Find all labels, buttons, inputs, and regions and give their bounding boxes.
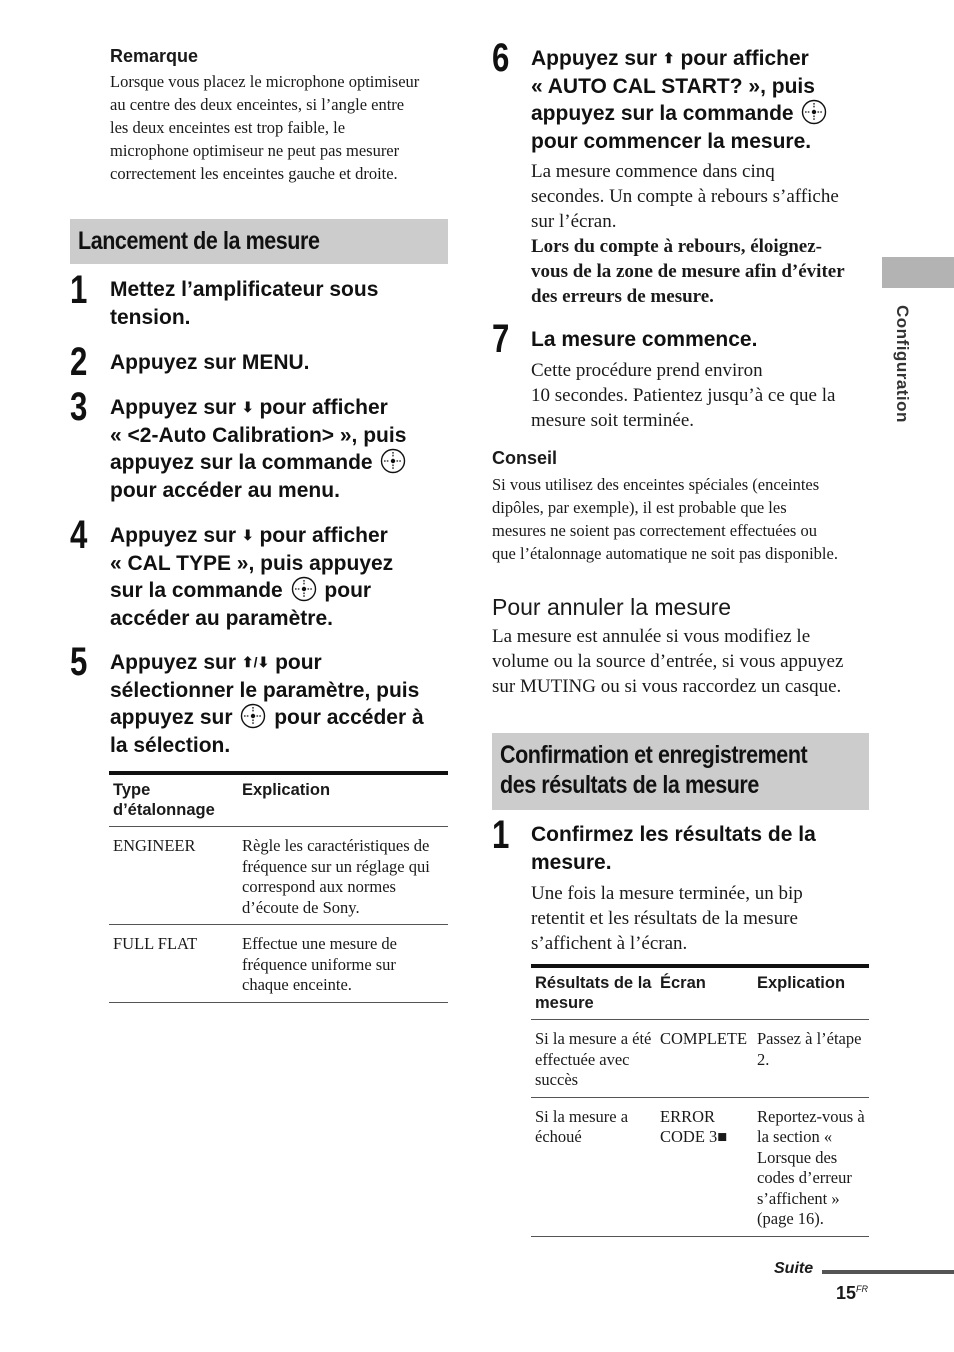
- cancel-body: [492, 624, 877, 699]
- body-line: mesures ne soient pas correctement effectuées ou: [492, 521, 817, 540]
- table-header: Type d’étalonnage: [109, 773, 238, 827]
- section-heading-confirm-text: [500, 740, 807, 800]
- table-cell: FULL FLAT: [109, 925, 238, 1003]
- table-cell: Si la mesure a échoué: [531, 1097, 656, 1236]
- body-line: vous de la zone de mesure afin d’éviter: [531, 261, 845, 282]
- table-row: [531, 1097, 869, 1236]
- step-line: pour commencer la mesure.: [531, 129, 812, 153]
- body-line: s’affichent à l’écran.: [531, 933, 688, 954]
- body-line: dipôles, par exemple), il est probable que les: [492, 498, 787, 517]
- side-section-label: Configuration: [893, 305, 912, 423]
- table-cell: Si la mesure a été effectuée avec succès: [531, 1020, 656, 1098]
- step-7-body: [531, 358, 876, 433]
- heading-line: Confirmation et enregistrement: [500, 741, 808, 769]
- remark-line: au centre des deux enceintes, si l’angle entre: [110, 95, 405, 114]
- step-line: [110, 522, 455, 550]
- enter-button-icon: [801, 99, 827, 125]
- confirm-step-1-text: [531, 821, 876, 876]
- table-cell: ERROR CODE 3■: [656, 1097, 753, 1236]
- step-line: tension.: [110, 305, 191, 329]
- step-line: [110, 449, 455, 477]
- confirm-body: [531, 881, 876, 956]
- heading-line: des résultats de la mesure: [500, 771, 759, 799]
- table-header-row: [109, 773, 448, 827]
- step-number: 1: [492, 813, 510, 857]
- step-text-part: pour: [324, 579, 372, 602]
- step-line: accéder au paramètre.: [110, 606, 333, 630]
- step-line: [110, 394, 455, 422]
- step-5-text: [110, 649, 455, 759]
- body-line: 10 secondes. Patientez jusqu’à ce que la: [531, 385, 836, 406]
- body-line: retentit et les résultats de la mesure: [531, 908, 798, 929]
- step-line: [110, 577, 455, 605]
- step-text-part: appuyez sur: [110, 706, 233, 729]
- table-cell: COMPLETE: [656, 1020, 753, 1098]
- tip-body: [492, 473, 877, 565]
- remark-line: correctement les enceintes gauche et droite.: [110, 164, 398, 183]
- step-number: 6: [492, 36, 510, 80]
- remark-title: Remarque: [110, 46, 199, 66]
- table-header: Résultats de la mesure: [531, 966, 656, 1020]
- step-text-part: Appuyez sur: [110, 396, 237, 419]
- body-line: volume ou la source d’entrée, si vous appuyez: [492, 651, 844, 672]
- step-text-part: pour afficher: [259, 396, 388, 419]
- body-line: des erreurs de mesure.: [531, 286, 714, 307]
- step-2-text: [110, 349, 450, 377]
- continued-label: Suite: [774, 1260, 814, 1277]
- step-number: 7: [492, 317, 510, 361]
- table-row: [109, 827, 448, 925]
- step-number: 2: [70, 340, 88, 384]
- section-heading-launch: [70, 219, 448, 264]
- step-text-part: Appuyez sur: [110, 524, 237, 547]
- cancel-title: Pour annuler la mesure: [492, 594, 732, 620]
- step-text-part: pour afficher: [680, 47, 809, 70]
- step-line: Confirmez les résultats de la: [531, 823, 816, 846]
- step-6-body: [531, 159, 876, 309]
- step-line: la sélection.: [110, 733, 231, 757]
- step-line: pour accéder au menu.: [110, 478, 340, 502]
- body-line: mesure soit terminée.: [531, 410, 695, 431]
- body-line: La mesure commence dans cinq: [531, 161, 775, 182]
- remark-line: Lorsque vous placez le microphone optimiseur: [110, 72, 420, 91]
- step-text-part: sur la commande: [110, 579, 283, 602]
- enter-button-icon: [291, 576, 317, 602]
- continued-rule: [822, 1270, 954, 1274]
- results-table: [531, 964, 869, 1237]
- step-line: [531, 100, 876, 128]
- step-number: 4: [70, 513, 88, 557]
- step-text-part: pour: [275, 651, 322, 674]
- step-line: [110, 704, 455, 732]
- tip-title: Conseil: [492, 448, 558, 468]
- table-cell: Effectue une mesure de fréquence uniforme sur chaque enceinte.: [238, 925, 448, 1003]
- body-line: que l’étalonnage automatique ne soit pas disponible.: [492, 544, 838, 563]
- step-line: [531, 45, 876, 73]
- table-header: Explication: [238, 773, 448, 827]
- step-line: « <2-Auto Calibration> », puis: [110, 423, 407, 447]
- page-number: [836, 1283, 868, 1304]
- section-heading-confirm: [492, 733, 869, 810]
- table-header: Écran: [656, 966, 753, 1020]
- step-line: [110, 649, 455, 677]
- step-line: Appuyez sur MENU.: [110, 351, 310, 374]
- calibration-type-table: [109, 771, 448, 1003]
- body-line: Si vous utilisez des enceintes spéciales (enceintes: [492, 475, 820, 494]
- step-text-part: pour afficher: [259, 524, 388, 547]
- body-line: Lors du compte à rebours, éloignez-: [531, 236, 822, 257]
- table-cell: Passez à l’étape 2.: [753, 1020, 869, 1098]
- body-line: secondes. Un compte à rebours s’affiche: [531, 186, 839, 207]
- page-number-value: 15: [836, 1283, 857, 1303]
- enter-button-icon: [240, 703, 266, 729]
- step-3-text: [110, 394, 455, 504]
- body-line: sur MUTING ou si vous raccordez un casque.: [492, 676, 842, 697]
- step-6-text: [531, 45, 876, 155]
- body-line: La mesure est annulée si vous modifiez le: [492, 626, 811, 647]
- step-text-part: Appuyez sur: [110, 651, 237, 674]
- step-line: mesure.: [531, 850, 612, 874]
- up-down-arrow-icon: ⬆/⬇: [241, 654, 270, 670]
- step-text-part: Appuyez sur: [531, 47, 658, 70]
- enter-button-icon: [380, 448, 406, 474]
- section-heading-launch-text: Lancement de la mesure: [78, 227, 320, 255]
- step-line: « CAL TYPE », puis appuyez: [110, 551, 394, 575]
- table-cell: Reportez-vous à la section « Lorsque des codes d’erreur s’affichent » (page 16).: [753, 1097, 869, 1236]
- up-arrow-icon: ⬆: [662, 50, 675, 66]
- remark-body: [110, 70, 455, 185]
- step-7-title: La mesure commence.: [531, 328, 758, 351]
- table-row: [109, 925, 448, 1003]
- step-text-part: appuyez sur la commande: [110, 451, 373, 474]
- remark-line: microphone optimiseur ne peut pas mesurer: [110, 141, 400, 160]
- step-4-text: [110, 522, 455, 632]
- step-line: « AUTO CAL START? », puis: [531, 74, 815, 98]
- table-header: Explication: [753, 966, 869, 1020]
- table-cell: Règle les caractéristiques de fréquence sur un réglage qui correspond aux normes d’écoute de Sony.: [238, 827, 448, 925]
- step-number: 5: [70, 640, 88, 684]
- down-arrow-icon: ⬇: [241, 399, 254, 415]
- step-number: 1: [70, 268, 88, 312]
- step-text-part: appuyez sur la commande: [531, 102, 794, 125]
- step-text-part: pour accéder à: [274, 706, 424, 729]
- step-line: sélectionner le paramètre, puis: [110, 678, 420, 702]
- down-arrow-icon: ⬇: [241, 527, 254, 543]
- body-line: Une fois la mesure terminée, un bip: [531, 883, 803, 904]
- body-line: Cette procédure prend environ: [531, 360, 763, 381]
- remark-line: les deux enceintes est trop faible, le: [110, 118, 346, 137]
- step-number: 3: [70, 385, 88, 429]
- body-line: sur l’écran.: [531, 211, 617, 232]
- step-1-text: [110, 276, 450, 331]
- step-6-warning: [531, 234, 876, 309]
- page-locale-suffix: FR: [856, 1284, 869, 1294]
- step-line: Mettez l’amplificateur sous: [110, 278, 379, 301]
- table-header-row: [531, 966, 869, 1020]
- table-row: [531, 1020, 869, 1098]
- side-tab-marker: [882, 257, 954, 288]
- table-cell: ENGINEER: [109, 827, 238, 925]
